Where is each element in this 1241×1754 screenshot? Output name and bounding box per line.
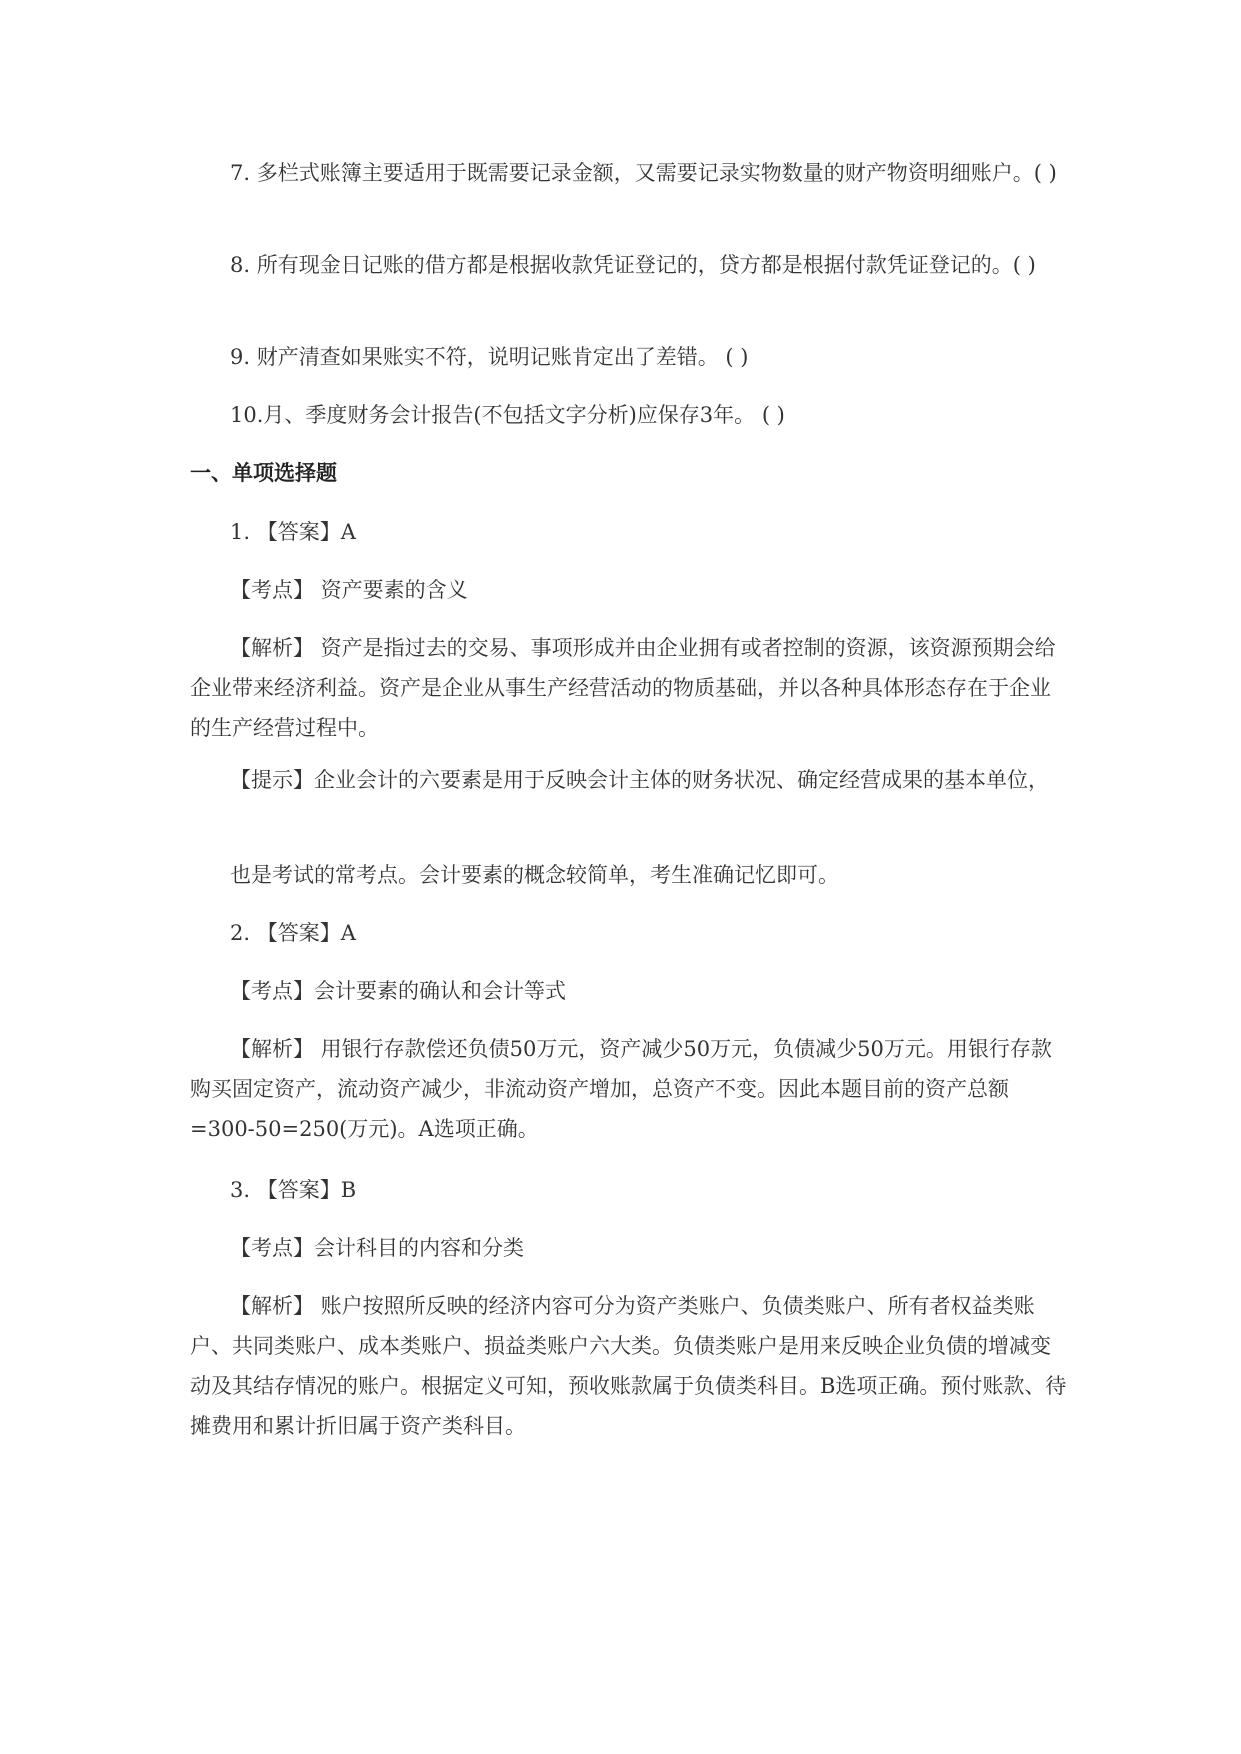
answer-1-tip-continued: 也是考试的常考点。会计要素的概念较简单，考生准确记忆即可。 (230, 863, 839, 887)
question-8: 8. 所有现金日记账的借方都是根据收款凭证登记的，贷方都是根据付款凭证登记的。( ) (230, 253, 1036, 277)
answer-1: 1. 【答案】A (230, 520, 356, 544)
answer-3-analysis: 【解析】 账户按照所反映的经济内容可分为资产类账户、负债类账户、所有者权益类账户、共同类账户、成本类账户、损益类账户六大类。负债类账户是用来反映企业负债的增减变动及其结存情况的账户。根据定义可知，预收账款属于负债类科目。B选项正确。预付账款、待摊费用和累计折旧属于资产类科目。 (190, 1294, 1067, 1438)
answer-2-point: 【考点】会计要素的确认和会计等式 (230, 979, 566, 1003)
section-title: 一、单项选择题 (190, 460, 337, 485)
question-9: 9. 财产清查如果账实不符，说明记账肯定出了差错。 ( ) (230, 345, 749, 369)
answer-1-point: 【考点】 资产要素的含义 (230, 578, 468, 602)
answer-2-analysis: 【解析】 用银行存款偿还负债50万元，资产减少50万元，负债减少50万元。用银行存款购买固定资产，流动资产减少，非流动资产增加，总资产不变。因此本题目前的资产总额=300-50=250(万元)。A选项正确。 (190, 1037, 1052, 1141)
question-7: 7. 多栏式账簿主要适用于既需要记录金额，又需要记录实物数量的财产物资明细账户。( ) (230, 161, 1057, 185)
answer-3: 3. 【答案】B (230, 1178, 357, 1202)
question-10: 10.月、季度财务会计报告(不包括文字分析)应保存3年。 ( ) (230, 403, 785, 427)
answer-2: 2. 【答案】A (230, 921, 356, 945)
answer-1-analysis: 【解析】 资产是指过去的交易、事项形成并由企业拥有或者控制的资源，该资源预期会给企业带来经济利益。资产是企业从事生产经营活动的物质基础，并以各种具体形态存在于企业的生产经营过程中。 (190, 636, 1056, 740)
answer-1-tip: 【提示】企业会计的六要素是用于反映会计主体的财务状况、确定经营成果的基本单位， (230, 768, 1049, 792)
answer-3-point: 【考点】会计科目的内容和分类 (230, 1236, 524, 1260)
